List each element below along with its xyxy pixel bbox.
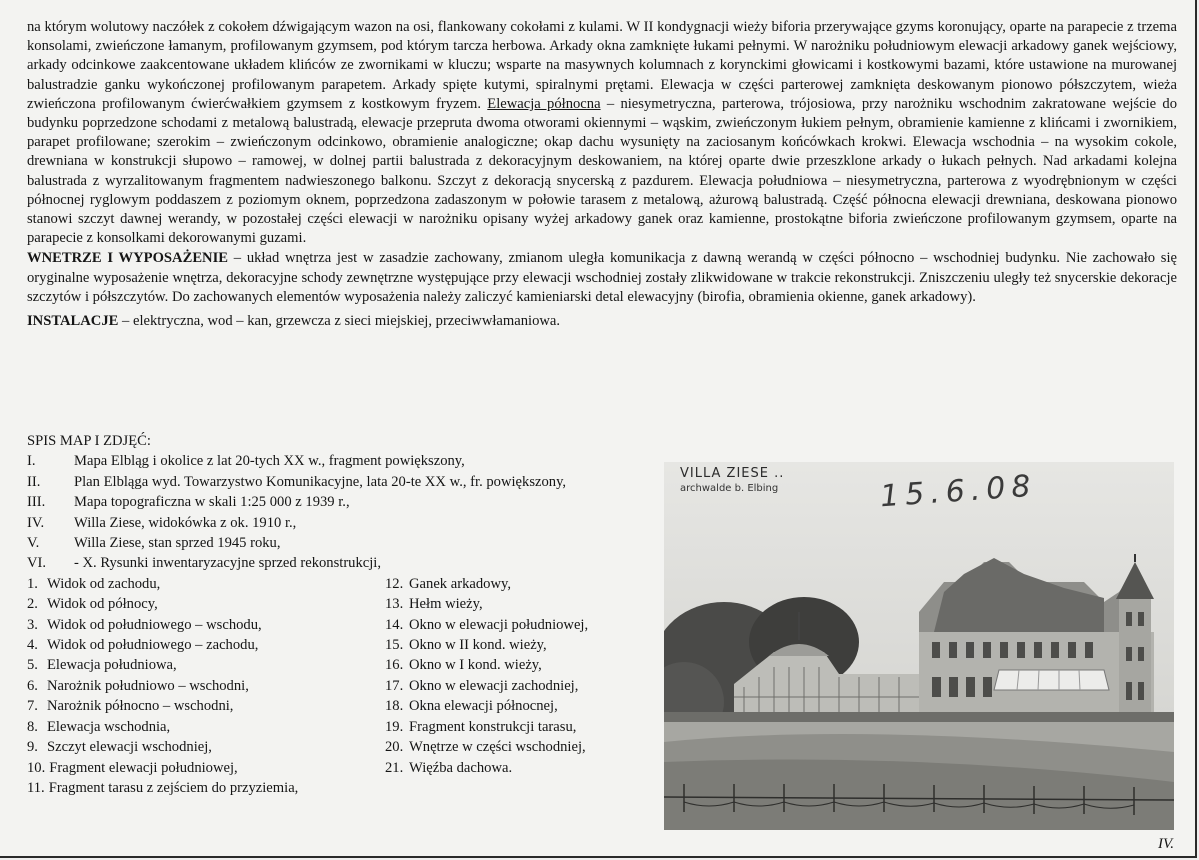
item-number: 9. xyxy=(27,739,38,756)
north-elevation-heading: Elewacja północna xyxy=(487,95,601,112)
list-item xyxy=(27,737,385,757)
item-text: Okno w elewacji południowej, xyxy=(409,616,589,633)
item-number: 11. xyxy=(27,779,45,796)
item-text: Widok od południowego – zachodu, xyxy=(47,637,259,654)
list-item xyxy=(27,513,677,533)
list-item xyxy=(27,615,385,635)
item-number: 12. xyxy=(385,575,404,592)
item-text: Okna elewacji północnej, xyxy=(409,698,558,715)
item-text: Plan Elbląga wyd. Towarzystwo Komunikacyjne, lata 20-te XX w., fr. powiększony, xyxy=(74,473,567,490)
item-text: Fragment konstrukcji tarasu, xyxy=(409,718,577,735)
postcard-title: VILLA ZIESE .. xyxy=(680,466,785,481)
item-text: Willa Ziese, stan sprzed 1945 roku, xyxy=(74,535,281,552)
item-number: 15. xyxy=(385,637,404,654)
interior-body: – układ wnętrza jest w zasadzie zachowany, zmianom uległa komunikacja z dawną werandą w części północno – wschodniej budynku. Nie zachowało się oryginalne wyposażenie wnętrza, dekoracyjne schody zewnętrzne występujące przy elewacji wschodniej zostały zlikwidowane w trakcie rekonstrukcji. Zniszczeniu uległy też snycerskie dekoracje szczytów i półszczytów. Do zachowanych elementów wyposażenia należy zaliczyć kamieniarski detal elewacyjny (birofia, obramienia okienne, ganek arkadowy). xyxy=(27,250,1178,305)
item-text: Elewacja południowa, xyxy=(47,657,177,674)
item-text: Narożnik południowo – wschodni, xyxy=(47,677,249,694)
item-number: 19. xyxy=(385,718,404,735)
item-number: IV. xyxy=(27,514,45,531)
item-number: I. xyxy=(27,453,36,470)
item-number: 8. xyxy=(27,718,38,735)
numbered-list-left xyxy=(27,574,385,798)
maps-photos-list xyxy=(27,431,677,798)
handwritten-date: 15.6.08 xyxy=(878,468,1038,515)
item-number: 5. xyxy=(27,657,38,674)
item-text: Więźba dachowa. xyxy=(409,759,513,776)
list-item xyxy=(27,492,677,512)
item-text: Okno w I kond. wieży, xyxy=(409,657,542,674)
list-item xyxy=(385,696,665,716)
item-number: 6. xyxy=(27,677,38,694)
item-text: Szczyt elewacji wschodniej, xyxy=(47,739,212,756)
item-number: 14. xyxy=(385,616,404,633)
interior-heading: WNETRZE I WYPOSAŻENIE xyxy=(27,250,229,267)
item-text: Hełm wieży, xyxy=(409,596,483,613)
list-item xyxy=(385,737,665,757)
list-item xyxy=(27,574,385,594)
list-item xyxy=(27,451,677,471)
installations-heading: INSTALACJE xyxy=(27,313,119,330)
item-text: Fragment elewacji południowej, xyxy=(49,759,238,776)
list-item xyxy=(27,655,385,675)
list-item xyxy=(385,635,665,655)
paragraph-elevations xyxy=(27,18,1177,248)
item-number: VI. xyxy=(27,555,47,572)
list-item xyxy=(27,594,385,614)
item-number: 1. xyxy=(27,575,38,592)
item-number: 21. xyxy=(385,759,404,776)
item-number: 18. xyxy=(385,698,404,715)
list-item xyxy=(385,676,665,696)
item-number: 4. xyxy=(27,637,38,654)
item-number: 7. xyxy=(27,698,38,715)
item-number: 17. xyxy=(385,677,404,694)
item-number: 16. xyxy=(385,657,404,674)
item-number: 20. xyxy=(385,739,404,756)
list-item xyxy=(27,553,677,573)
installations-body: – elektryczna, wod – kan, grzewcza z sieci miejskiej, przeciwwłamaniowa. xyxy=(118,313,561,330)
villa-postcard-photo xyxy=(664,462,1174,830)
list-item xyxy=(27,472,677,492)
list-item xyxy=(385,655,665,675)
list-item xyxy=(27,758,385,778)
item-text: Ganek arkadowy, xyxy=(409,575,511,592)
page-mark: IV. xyxy=(1158,836,1174,852)
item-text: Mapa topograficzna w skali 1:25 000 z 1939 r., xyxy=(74,494,350,511)
list-item xyxy=(385,717,665,737)
postcard-subtitle: archwalde b. Elbing xyxy=(680,483,779,494)
item-text: Okno w elewacji zachodniej, xyxy=(409,677,579,694)
paragraph-elevations-a: na którym wolutowy naczółek z cokołem dźwigającym wazon na osi, flankowany cokołami z kulami. W II kondygnacji wieży biforia przerywające gzyms koronujący, oparte na parapecie z trzema konsolami, zwieńczone łamanym, profilowanym gzymsem, pod którym tarcza herbowa. Arkady okna zamknięte łukami pełnymi. W narożniku południowym elewacji arkadowy ganek wejściowy, arkady odcinkowe zaakcentowane układem klińców ze zwornikami w kluczu; wsparte na masywnych kolumnach z korynckimi głowicami i kostkowymi bazami, które ustawione na murowanej balustradzie ganku wykończonej profilowanym parapetem. Arkady spięte kutymi, spiralnymi prętami. Elewacja w części parterowej zamknięta deskowanym pionowo półszczytem, wieża zwieńczona profilowanym ćwierćwałkiem gzymsem z kostkowym fryzem. xyxy=(27,19,1177,112)
list-item xyxy=(27,533,677,553)
item-number: II. xyxy=(27,473,41,490)
list-item xyxy=(385,615,665,635)
list-item xyxy=(27,717,385,737)
item-number: 13. xyxy=(385,596,404,613)
item-number: III. xyxy=(27,494,46,511)
list-item xyxy=(27,696,385,716)
numbered-list-right xyxy=(385,574,665,798)
item-text: Wnętrze w części wschodniej, xyxy=(409,739,586,756)
paragraph-elevations-b: – niesymetryczna, parterowa, trójosiowa, przy narożniku wschodnim zakratowane wejście do budynku poprzedzone schodami z metalową balustradą, elewacje przepruta dwoma otworami okiennymi – wąskim, zwieńczonym łukiem pełnym, obramienie kamienne z klińcami i zwornikiem, parapet profilowane; szerokim – zwieńczonym odcinkowo, obramienie analogiczne; okap dachu wysunięty na zaciosanym końcówkach krokwi. Elewacja wschodnia – na wysokim cokole, drewniana w konstrukcji słupowo – ramowej, w dolnej partii balustrada z dekoracyjnym deskowaniem, na której oparte dwie przeszklone arkady o łukach pełnych. Nad arkadami kolejna balustrada z wyrzalitowanym fragmentem nadwieszonego balkonu. Szczyt z dekoracją snycerską z pazdurem. Elewacja południowa – niesymetryczna, parterowa z wyodrębnionym w części północnej ryglowym poddaszem z poziomym oknem, poprzedzona zadaszonym w połowie tarasem z metalową, ażurową balustradą. Część północna elewacji drewniana, deskowana pionowo stanowi szczyt dawnej werandy, w pozostałej części elewacji w narożniku opisany wyżej arkadowy ganek oraz kamienne, prostokątne biforia zwieńczone profilowanym gzymsem, oparte na parapecie z konsolkami dekorowanymi guzami. xyxy=(27,95,1177,247)
item-text: Widok od zachodu, xyxy=(47,575,161,592)
list-title: SPIS MAP I ZDJĘĆ: xyxy=(27,433,151,449)
item-text: Willa Ziese, widokówka z ok. 1910 r., xyxy=(74,514,297,531)
item-number: V. xyxy=(27,535,40,552)
body-text xyxy=(27,18,1177,331)
item-text: Widok od północy, xyxy=(47,596,158,613)
item-text: Narożnik północno – wschodni, xyxy=(47,698,234,715)
list-item xyxy=(385,758,665,778)
list-item xyxy=(27,778,385,798)
item-text: Elewacja wschodnia, xyxy=(47,718,171,735)
list-item xyxy=(27,635,385,655)
villa-illustration xyxy=(664,462,1174,830)
item-text: Fragment tarasu z zejściem do przyziemia, xyxy=(48,779,299,796)
roman-list xyxy=(27,451,677,573)
item-number: 10. xyxy=(27,759,46,776)
item-number: 2. xyxy=(27,596,38,613)
item-text: - X. Rysunki inwentaryzacyjne sprzed rekonstrukcji, xyxy=(74,555,382,572)
numbered-columns xyxy=(27,574,677,798)
paragraph-interior xyxy=(27,249,1177,307)
list-item xyxy=(27,676,385,696)
list-item xyxy=(385,594,665,614)
item-number: 3. xyxy=(27,616,38,633)
item-text: Okno w II kond. wieży, xyxy=(409,637,547,654)
list-item xyxy=(385,574,665,594)
item-text: Mapa Elbląg i okolice z lat 20-tych XX w., fragment powiększony, xyxy=(74,453,465,470)
paragraph-installations xyxy=(27,312,1177,331)
item-text: Widok od południowego – wschodu, xyxy=(47,616,262,633)
